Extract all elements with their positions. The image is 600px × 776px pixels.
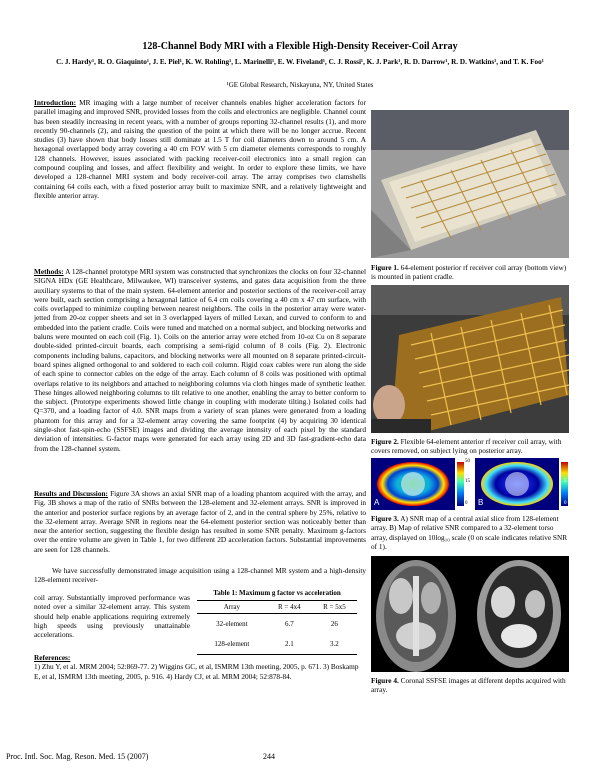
references-paragraph	[34, 653, 366, 681]
table-cell: 3.2	[330, 640, 339, 648]
figure3-image	[371, 458, 571, 510]
references-heading: References:	[34, 653, 71, 662]
footer-proceedings: Proc. Intl. Soc. Mag. Reson. Med. 15 (2007)	[6, 752, 149, 761]
figure4-label: Figure 4.	[371, 676, 399, 685]
figure3-panel-a-label: A	[374, 498, 380, 507]
figure3-scale-b-max: 10	[564, 459, 569, 464]
figure3-scale-a-mid: 15	[465, 479, 470, 484]
paper-title: 128-Channel Body MRI with a Flexible High-Density Receiver-Coil Array	[142, 41, 458, 52]
figure3-scale-a-max: 50	[465, 459, 470, 464]
figure1-image	[371, 110, 569, 258]
table-caption: Table 1: Maximum g factor vs acceleration	[197, 589, 357, 601]
affiliation: ¹GE Global Research, Niskayuna, NY, United States	[226, 81, 374, 89]
results-text: Figure 3A shows an axial SNR map of a loading phantom acquired with the array, and Fig. 3B shows a map of the ratio of SNRs between the 128-element and 32-element arrays. SNR is improved in the anterior and posterior surface regions by an average factor of 2, and in the central sphere by 25%, relative to the 32-element array. Average SNR in regions near the 64-element posterior section was noticeably better than near the anterior section, suggesting the flexible design has resulted in some SNR penalty. Maximum g-factors over the entire volume are given in Table 1, for two different 2D acceleration factors. Substantial improvements are seen for 128 channels.	[34, 489, 366, 554]
methods-text: A 128-channel prototype MRI system was constructed that synchronizes the clocks on four 32-channel SIGNA HDx (GE Healthcare, Milwaukee, WI) transceiver systems, and gates data acquisition from the three auxiliary systems to that of the main system. 64-element anterior and posterior sections of the receiver-coil array were built, each section comprising a hexagonal lattice of 6.4 cm coils covering a 40 cm x 47 cm surface, with coils overlapped to minimize coupling between nearest neighbors. The coils in the posterior array were water-jetted from 20-oz copper sheets and set in 3 overlapped layers of milled Lexan, and curved to conform to and embedded into the patient cradle. Coils were tuned and matched on a normal subject, and blocking networks and baluns were mounted on each coil (Fig. 1). Coils on the anterior array were etched from 10-oz Cu on 8 separate double-sided printed-circuit boards, each comprising a semi-rigid column of 8 coils (Fig. 2). Electronic components including baluns, capacitors, and blocking networks were all mounted on 8 separate printed-circuit-board spines aligned orthogonal to and soldered to each coil column. Rigid coax cables were run along the side of each spine to connector cables on the edge of the array. Each column of 8 coils was positioned with optimal overlaps relative to its neighbors and attached to neighboring columns via cloth hinges made of synthetic leather. These hinges allowed neighboring columns to tilt relative to one another, enabling the array to better conform to the subject. (Prototype experiments showed little change in coupling with moderate tilting.) Isolated coils had Q=370, and a loading factor of 4.0. SNR maps from a variety of scan planes were generated from a loading phantom for this array and for a 32-element array covering the same footprint (4) by acquiring 30 identical single-shot fast-spin-echo (SSFSE) images and dividing the average intensity of each pixel by the standard deviation of intensities. G-factor maps were generated for each array using 2D and 3D fast-gradient-echo data from the 128-channel system.	[34, 267, 366, 453]
figure3-scale-b-mid: 5	[564, 479, 567, 484]
table-cell: 128-element	[214, 640, 250, 648]
figure4-text: Coronal SSFSE images at different depths acquired with array.	[371, 676, 566, 695]
author-list: C. J. Hardy¹, R. O. Giaquinto¹, J. E. Piel¹, K. W. Rohling¹, L. Marinelli¹, E. W. Fiveland¹, C. J. Rossi¹, K. J. Park¹, R. D. Darrow¹, R. D. Watkins¹, and T. K. Foo¹	[56, 58, 544, 66]
table-header-r4x4: R = 4x4	[278, 603, 301, 611]
table-header-array: Array	[223, 603, 241, 611]
introduction-heading: Introduction:	[34, 98, 77, 107]
introduction-paragraph	[34, 98, 366, 200]
table-cell: 2.1	[284, 640, 294, 648]
figure3-label: Figure 3.	[371, 514, 399, 523]
table-row	[197, 614, 357, 635]
table-row	[197, 634, 357, 655]
figure3-scale-a-min: 0	[465, 501, 468, 506]
introduction-text: MR imaging with a large number of receiver channels enables higher acceleration factors for parallel imaging and improved SNR, provided losses from the coils and electronics are negligible. Channel count has been steadily increasing in recent years, with a number of groups reporting 32-channel results (1), and more recently 90-channels (2), and raising the question of the point at which there will be no longer accrue. Recent studies (3) have shown that body losses still dominate at 1.5 T for coil diameters down to around 5 cm. A hexagonal overlapped body array covering a 40 cm FOV with 5 cm diameter elements corresponds to roughly 128 channels. However, issues associated with packing receiver-coil electronics into a small region can compound coupling and losses, and affect flexibility and weight. In order to explore these limits, we have developed a 128-channel MRI system and body receiver-coil array. The array comprises two clamshells containing 64 coils each, with a fixed posterior array built to maximize SNR, and a relatively lightweight and flexible anterior array.	[34, 98, 366, 200]
figure3-text: A) SNR map of a central axial slice from 128-element array. B) Map of relative SNR compared to a 32-element torso array, displayed on 10log₁₀ scale (0 on scale indicates relative SNR of 1).	[371, 514, 568, 551]
figure4-caption	[371, 676, 571, 695]
figure1-caption	[371, 263, 571, 282]
results-paragraph	[34, 489, 366, 554]
table-header-r5x5: R = 5x5	[323, 603, 346, 611]
table-cell: 6.7	[284, 620, 294, 628]
figure2-caption	[371, 437, 571, 456]
methods-paragraph	[34, 267, 366, 453]
figure3-scale-b-min: 0	[564, 501, 567, 506]
figure3-caption	[371, 514, 571, 551]
figure1-label: Figure 1.	[371, 263, 399, 272]
results-heading: Results and Discussion:	[34, 489, 108, 498]
figure1-text: 64-element posterior rf receiver coil array (bottom view) is mounted in patient cradle.	[371, 263, 567, 282]
table-cell: 26	[330, 620, 338, 628]
page-number: 244	[263, 752, 275, 761]
gfactor-table	[197, 589, 357, 655]
methods-heading: Methods:	[34, 267, 64, 276]
figure2-label: Figure 2.	[371, 437, 399, 446]
conclusion-text-a: We have successfully demonstrated image acquisition using a 128-channel MR system and a high-density 128-element receiver-	[34, 566, 366, 585]
conclusion-text-b: coil array. Substantially improved performance was noted over a similar 32-element array. This system should help enable applications requiring extremely high speeds using previously unattainable accelerations.	[34, 593, 190, 640]
figure2-text: Flexible 64-element anterior rf receiver coil array, with covers removed, on subject lying on posterior array.	[371, 437, 562, 456]
table-cell: 32-element	[216, 620, 248, 628]
figure2-image	[371, 285, 569, 433]
references-text: 1) Zhu Y, et al. MRM 2004; 52:869-77. 2) Wiggins GC, et al, ISMRM 13th meeting, 2005, p. 671. 3) Boskamp E, et al, ISMRM 13th meeting, 2005, p. 916. 4) Hardy CJ, et al. MRM 2004; 52:878-84.	[34, 662, 359, 681]
figure3-panel-b-label: B	[478, 498, 484, 507]
figure4-image	[371, 556, 569, 672]
